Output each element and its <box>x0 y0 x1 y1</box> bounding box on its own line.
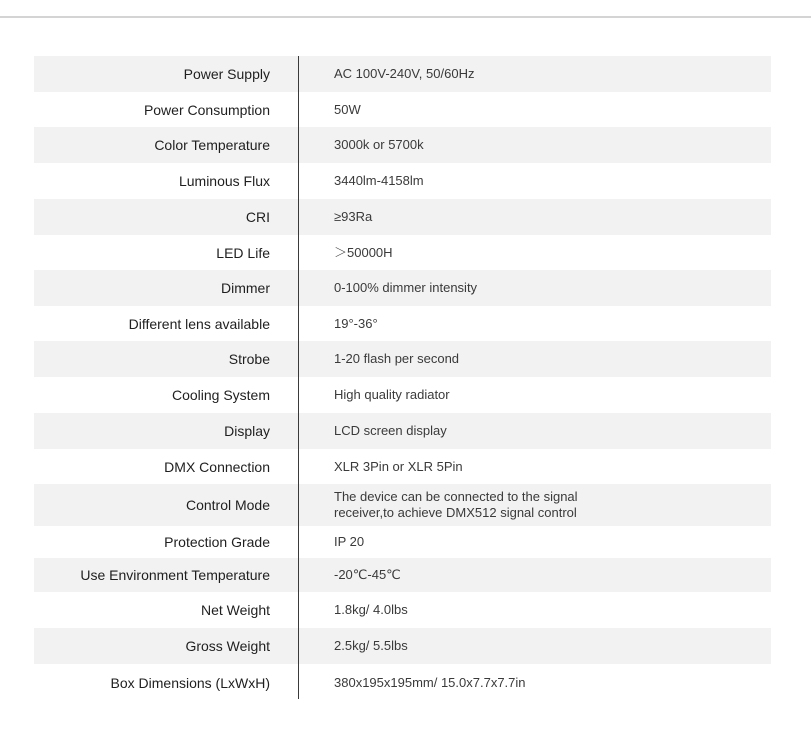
spec-label: Net Weight <box>201 602 270 618</box>
spec-row-lens <box>34 306 771 341</box>
spec-row-led-life <box>34 235 771 270</box>
spec-row-environment-temperature <box>34 558 771 592</box>
spec-value: 1.8kg/ 4.0lbs <box>334 602 408 617</box>
spec-label: Power Supply <box>183 66 270 82</box>
spec-label: Cooling System <box>171 387 270 403</box>
spec-label: Different lens available <box>128 315 270 332</box>
spec-row-power-supply <box>34 56 771 92</box>
spec-value: 0-100% dimmer intensity <box>334 280 478 295</box>
spec-row-display <box>34 413 771 449</box>
spec-label: Power Consumption <box>143 101 270 118</box>
spec-value: ≥93Ra <box>334 209 373 224</box>
spec-label: Box Dimensions (LxWxH) <box>110 674 270 691</box>
spec-label: Luminous Flux <box>178 173 270 189</box>
spec-label: Display <box>224 423 270 439</box>
spec-label: Gross Weight <box>185 638 270 654</box>
spec-row-net-weight <box>34 592 771 628</box>
spec-label: Strobe <box>228 351 270 367</box>
column-divider <box>298 56 299 699</box>
spec-row-dmx-connection <box>34 449 771 484</box>
spec-value: High quality radiator <box>334 387 450 402</box>
spec-value: 3000k or 5700k <box>334 137 424 152</box>
spec-label: DMX Connection <box>164 458 270 475</box>
spec-table <box>34 56 771 701</box>
spec-label: Dimmer <box>221 280 270 296</box>
spec-value: 1-20 flash per second <box>334 351 460 366</box>
spec-label: LED Life <box>216 244 270 261</box>
spec-row-color-temperature <box>34 127 771 163</box>
spec-row-box-dimensions <box>34 664 771 701</box>
spec-row-cri <box>34 199 771 235</box>
spec-row-control-mode <box>34 484 771 526</box>
spec-row-protection-grade <box>34 526 771 558</box>
spec-value: ＞50000H <box>334 244 393 260</box>
spec-label: CRI <box>245 209 270 225</box>
spec-value: LCD screen display <box>334 423 447 438</box>
spec-label: Control Mode <box>185 497 270 513</box>
spec-value: AC 100V-240V, 50/60Hz <box>334 66 475 81</box>
spec-row-gross-weight <box>34 628 771 664</box>
spec-row-luminous-flux <box>34 163 771 199</box>
spec-label: Color Temperature <box>154 137 270 153</box>
spec-value: -20℃-45℃ <box>334 567 401 582</box>
spec-value: IP 20 <box>334 534 365 549</box>
spec-value: 19°-36° <box>334 315 378 331</box>
spec-row-power-consumption <box>34 92 771 127</box>
spec-value: 50W <box>334 101 361 117</box>
spec-row-dimmer <box>34 270 771 306</box>
spec-row-strobe <box>34 341 771 377</box>
spec-value: The device can be connected to the signal receiver,to achieve DMX512 signal control <box>334 489 578 520</box>
spec-value: 2.5kg/ 5.5lbs <box>334 638 408 653</box>
spec-label: Protection Grade <box>164 534 270 550</box>
top-divider <box>0 16 811 18</box>
spec-value: 380x195x195mm/ 15.0x7.7x7.7in <box>334 674 526 690</box>
spec-row-cooling-system <box>34 377 771 413</box>
spec-label: Use Environment Temperature <box>80 567 270 583</box>
spec-value: 3440lm-4158lm <box>334 173 424 188</box>
spec-value: XLR 3Pin or XLR 5Pin <box>334 458 463 474</box>
